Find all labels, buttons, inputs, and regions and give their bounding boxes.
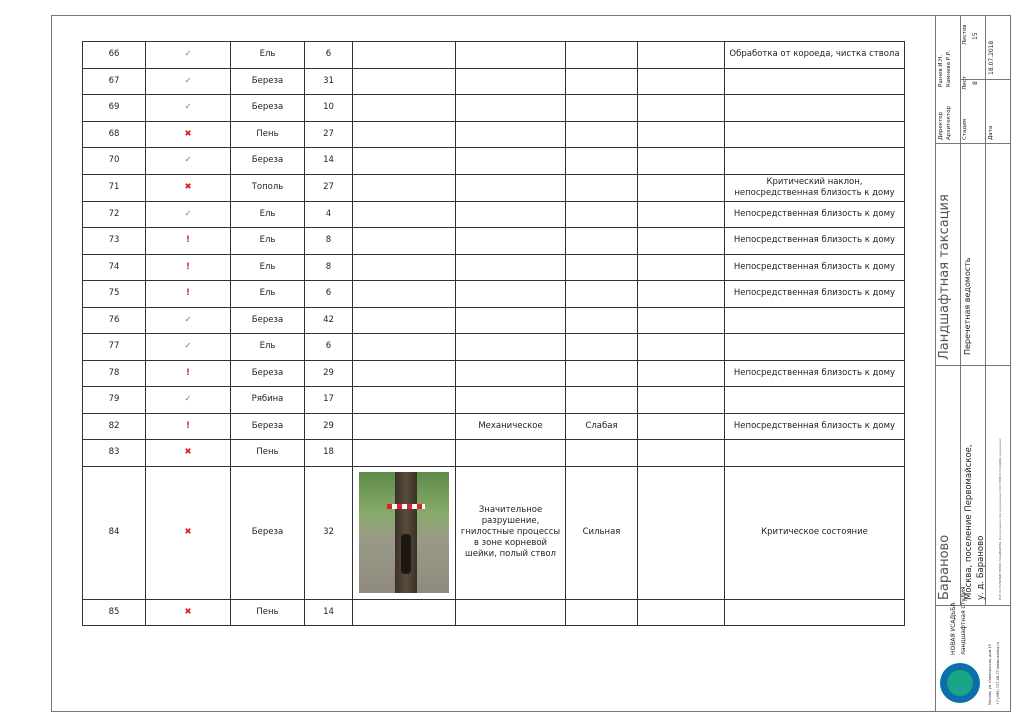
damage-degree <box>566 307 638 334</box>
tree-species: Ель <box>231 228 305 255</box>
empty-cell <box>638 360 725 387</box>
tree-species: Пень <box>231 121 305 148</box>
empty-cell <box>638 466 725 599</box>
status-mark <box>146 387 231 414</box>
tree-number: 66 <box>83 42 146 69</box>
damage-type: Механическое <box>456 413 566 440</box>
table-row <box>83 599 905 626</box>
exclamation-icon: ! <box>186 235 190 246</box>
remark: Непосредственная близость к дому <box>725 228 905 255</box>
checkmark-icon: ✓ <box>184 49 192 60</box>
tree-number: 76 <box>83 307 146 334</box>
checkmark-icon: ✓ <box>184 341 192 352</box>
damage-degree <box>566 68 638 95</box>
tree-number: 83 <box>83 440 146 467</box>
tree-photo <box>353 413 456 440</box>
table-row <box>83 440 905 467</box>
status-mark <box>146 68 231 95</box>
company-address: Москва, ул. Новаторская, дом 15 <box>988 644 992 705</box>
tree-photo <box>353 42 456 69</box>
damage-degree <box>566 440 638 467</box>
cross-icon: ✖ <box>184 527 192 537</box>
tree-number: 85 <box>83 599 146 626</box>
empty-cell <box>638 254 725 281</box>
status-mark <box>146 95 231 122</box>
empty-cell <box>638 334 725 361</box>
checkmark-icon: ✓ <box>184 394 192 405</box>
stamp-sheets-label: Листов <box>962 24 968 45</box>
tree-diameter: 6 <box>305 334 353 361</box>
tree-diameter: 8 <box>305 254 353 281</box>
tree-diameter: 31 <box>305 68 353 95</box>
stamp-document-type: Перечетная ведомость <box>963 257 972 355</box>
damage-degree <box>566 174 638 201</box>
empty-cell <box>638 440 725 467</box>
cross-icon: ✖ <box>184 128 192 139</box>
tree-species: Рябина <box>231 387 305 414</box>
table-row <box>83 42 905 69</box>
damage-type <box>456 360 566 387</box>
tree-diameter: 27 <box>305 121 353 148</box>
cross-icon: ✖ <box>184 606 192 617</box>
stamp-sheets-total: 15 <box>972 32 979 40</box>
tree-species: Береза <box>231 466 305 599</box>
empty-cell <box>638 599 725 626</box>
table-row <box>83 68 905 95</box>
checkmark-icon: ✓ <box>184 155 192 166</box>
tree-photo-image <box>359 472 449 593</box>
damage-type <box>456 387 566 414</box>
empty-cell <box>638 174 725 201</box>
tree-number: 78 <box>83 360 146 387</box>
table-row <box>83 281 905 308</box>
tree-species: Береза <box>231 413 305 440</box>
tree-number: 67 <box>83 68 146 95</box>
tree-diameter: 6 <box>305 42 353 69</box>
empty-cell <box>638 387 725 414</box>
tree-species: Ель <box>231 201 305 228</box>
stamp-stage-label: Стадия <box>962 118 968 140</box>
tree-diameter: 6 <box>305 281 353 308</box>
damage-type <box>456 174 566 201</box>
status-mark <box>146 413 231 440</box>
status-mark <box>146 599 231 626</box>
damage-degree <box>566 228 638 255</box>
tree-photo <box>353 68 456 95</box>
damage-type <box>456 148 566 175</box>
company-contacts: +7 (495) 727-08-77 www.usadba.ru <box>996 642 1000 705</box>
table-row <box>83 174 905 201</box>
damage-degree <box>566 148 638 175</box>
tree-number: 75 <box>83 281 146 308</box>
company-logo <box>940 663 980 703</box>
damage-degree <box>566 95 638 122</box>
tree-species: Береза <box>231 95 305 122</box>
tree-species: Береза <box>231 360 305 387</box>
remark: Непосредственная близость к дому <box>725 360 905 387</box>
tree-diameter: 17 <box>305 387 353 414</box>
tree-photo <box>353 95 456 122</box>
stamp-place-title: Бараново <box>937 534 952 600</box>
tree-number: 70 <box>83 148 146 175</box>
damage-type <box>456 599 566 626</box>
stamp-date-label: Дата <box>988 125 994 140</box>
tree-photo <box>353 307 456 334</box>
tree-diameter: 14 <box>305 599 353 626</box>
remark <box>725 307 905 334</box>
status-mark <box>146 360 231 387</box>
tree-diameter: 4 <box>305 201 353 228</box>
status-mark <box>146 334 231 361</box>
stamp-sheet-label: Лист <box>962 76 968 90</box>
stamp-date: 18.07.2018 <box>988 40 995 75</box>
table-row <box>83 466 905 599</box>
remark <box>725 334 905 361</box>
status-mark <box>146 307 231 334</box>
checkmark-icon: ✓ <box>184 208 192 219</box>
empty-cell <box>638 121 725 148</box>
remark: Критическое состояние <box>725 466 905 599</box>
damage-degree <box>566 334 638 361</box>
tree-number: 71 <box>83 174 146 201</box>
tree-photo <box>353 281 456 308</box>
remark: Обработка от короеда, чистка ствола <box>725 42 905 69</box>
checkmark-icon: ✓ <box>184 75 192 86</box>
empty-cell <box>638 95 725 122</box>
damage-type <box>456 201 566 228</box>
stamp-architect-label: Архитектор <box>946 105 952 140</box>
remark: Непосредственная близость к дому <box>725 254 905 281</box>
tree-photo <box>353 466 456 599</box>
damage-degree <box>566 599 638 626</box>
remark <box>725 148 905 175</box>
status-mark <box>146 254 231 281</box>
damage-type <box>456 95 566 122</box>
tree-species: Береза <box>231 307 305 334</box>
status-mark <box>146 174 231 201</box>
remark <box>725 121 905 148</box>
stamp-project-title: Ландшафтная таксация <box>937 194 952 360</box>
status-mark <box>146 281 231 308</box>
remark <box>725 68 905 95</box>
tree-species: Тополь <box>231 174 305 201</box>
empty-cell <box>638 413 725 440</box>
remark <box>725 95 905 122</box>
damage-type <box>456 281 566 308</box>
status-mark <box>146 201 231 228</box>
empty-cell <box>638 307 725 334</box>
remark: Непосредственная близость к дому <box>725 413 905 440</box>
damage-type <box>456 42 566 69</box>
damage-type <box>456 254 566 281</box>
stamp-director-label: Директор <box>938 111 944 140</box>
empty-cell <box>638 148 725 175</box>
stamp-address-line2: у. д. Бараново <box>976 535 986 600</box>
tree-species: Ель <box>231 281 305 308</box>
tree-species: Береза <box>231 148 305 175</box>
remark <box>725 440 905 467</box>
damage-degree <box>566 121 638 148</box>
tree-species: Ель <box>231 254 305 281</box>
status-mark <box>146 42 231 69</box>
table-row <box>83 387 905 414</box>
empty-cell <box>638 281 725 308</box>
table-row <box>83 201 905 228</box>
stamp-architect-name: Камнева Р.Р. <box>946 50 952 87</box>
tree-diameter: 8 <box>305 228 353 255</box>
tree-photo <box>353 440 456 467</box>
damage-degree: Сильная <box>566 466 638 599</box>
cross-icon: ✖ <box>184 182 192 192</box>
tree-diameter: 27 <box>305 174 353 201</box>
damage-degree <box>566 201 638 228</box>
table-row <box>83 334 905 361</box>
stamp-fine-print: ВСЕ ОСТАЛЬНЫЕ ПРАВА ЗАЩИЩЕНЫ. Копирование без разрешения ООО НОВАЯ УСАДЬБА запрещено <box>998 438 1002 600</box>
remark: Критический наклон, непосредственная близость к дому <box>725 174 905 201</box>
tree-photo <box>353 148 456 175</box>
tree-number: 74 <box>83 254 146 281</box>
tree-species: Ель <box>231 334 305 361</box>
tree-photo <box>353 228 456 255</box>
remark: Непосредственная близость к дому <box>725 201 905 228</box>
tree-species: Пень <box>231 599 305 626</box>
checkmark-icon: ✓ <box>184 314 192 325</box>
tree-species: Ель <box>231 42 305 69</box>
tree-number: 73 <box>83 228 146 255</box>
status-mark <box>146 228 231 255</box>
damage-type <box>456 440 566 467</box>
tree-diameter: 42 <box>305 307 353 334</box>
damage-degree <box>566 387 638 414</box>
tree-number: 77 <box>83 334 146 361</box>
damage-type <box>456 228 566 255</box>
status-mark <box>146 466 231 599</box>
tree-number: 79 <box>83 387 146 414</box>
remark <box>725 599 905 626</box>
tree-photo <box>353 174 456 201</box>
tree-diameter: 32 <box>305 466 353 599</box>
tree-diameter: 14 <box>305 148 353 175</box>
table-row <box>83 228 905 255</box>
tree-diameter: 18 <box>305 440 353 467</box>
table-row <box>83 307 905 334</box>
empty-cell <box>638 68 725 95</box>
cross-icon: ✖ <box>184 447 192 458</box>
table-row <box>83 413 905 440</box>
tree-photo <box>353 387 456 414</box>
tree-diameter: 29 <box>305 413 353 440</box>
damage-type <box>456 334 566 361</box>
tree-inventory-table <box>82 41 905 626</box>
exclamation-icon: ! <box>186 288 190 299</box>
tree-species: Пень <box>231 440 305 467</box>
damage-type <box>456 307 566 334</box>
remark <box>725 387 905 414</box>
tree-number: 69 <box>83 95 146 122</box>
table-row <box>83 148 905 175</box>
damage-degree <box>566 281 638 308</box>
damage-degree <box>566 360 638 387</box>
remark: Непосредственная близость к дому <box>725 281 905 308</box>
tree-photo <box>353 599 456 626</box>
exclamation-icon: ! <box>186 261 190 272</box>
tree-diameter: 10 <box>305 95 353 122</box>
tree-species: Береза <box>231 68 305 95</box>
damage-type <box>456 121 566 148</box>
status-mark <box>146 440 231 467</box>
tree-number: 84 <box>83 466 146 599</box>
exclamation-icon: ! <box>186 367 190 378</box>
damage-type <box>456 68 566 95</box>
table-row <box>83 360 905 387</box>
checkmark-icon: ✓ <box>184 102 192 113</box>
table-row <box>83 95 905 122</box>
exclamation-icon: ! <box>186 420 190 431</box>
tree-photo <box>353 254 456 281</box>
company-name: НОВАЯ УСАДЬБА <box>950 602 957 655</box>
damage-type: Значительное разрушение, гнилостные процессы в зоне корневой шейки, полый ствол <box>456 466 566 599</box>
damage-degree <box>566 254 638 281</box>
empty-cell <box>638 201 725 228</box>
tree-diameter: 29 <box>305 360 353 387</box>
tree-photo <box>353 121 456 148</box>
title-block-stamp <box>935 15 1011 712</box>
empty-cell <box>638 228 725 255</box>
tree-number: 68 <box>83 121 146 148</box>
tree-photo <box>353 334 456 361</box>
damage-degree <box>566 42 638 69</box>
status-mark <box>146 121 231 148</box>
tree-photo <box>353 360 456 387</box>
stamp-director-name: Ршнев И.Н. <box>938 54 944 87</box>
tree-number: 82 <box>83 413 146 440</box>
empty-cell <box>638 42 725 69</box>
tree-number: 72 <box>83 201 146 228</box>
table-row <box>83 254 905 281</box>
stamp-address-line1: Москва, поселение Первомайское, <box>964 444 974 600</box>
tree-photo <box>353 201 456 228</box>
company-tagline: ландшафтная студия <box>960 586 967 655</box>
table-row <box>83 121 905 148</box>
damage-degree: Слабая <box>566 413 638 440</box>
stamp-sheet-number: 8 <box>972 81 979 85</box>
status-mark <box>146 148 231 175</box>
